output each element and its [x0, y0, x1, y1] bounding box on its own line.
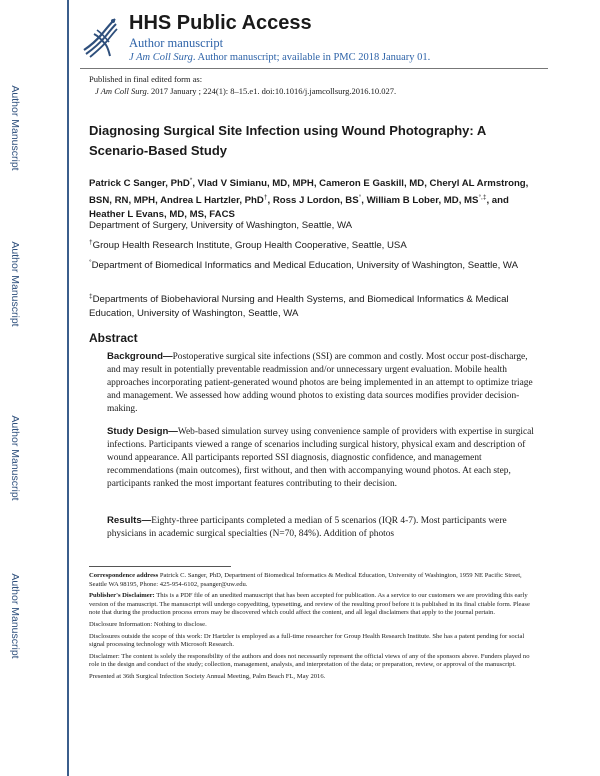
publisher-disclaimer: Publisher's Disclaimer: This is a PDF file of an unedited manuscript that has been accepted for publication. As a service to our customers we are providing this early version of the manuscript. The manuscript will undergo copyediting, typesetting, and review of the resulting proof before it is published in its final citable form. Please note that during the production process errors may be discovered which could affect the content, and all legal disclaimers that apply to the journal pertain. [89, 592, 530, 617]
left-margin-rule [67, 0, 69, 776]
paper-title: Diagnosing Surgical Site Infection using Wound Photography: A Scenario-Based Study [89, 123, 486, 158]
abstract-study-design: Study Design—Web-based simulation survey using convenience sample of providers with expertise in surgical infections. Participants viewed a range of scenarios including surgical history, physical exam and description of wound appearance. All participants reported SSI diagnosis, diagnostic confidence, and management recommendations (main outcomes), first without, and then with accompanying wound photos. At each step, participants ranked the most important features contributing to their decision. [107, 426, 534, 489]
disclosure-info: Disclosure Information: Nothing to disclose. [89, 620, 207, 628]
outside-disclosures: Disclosures outside the scope of this work: Dr Hartzler is employed as a full-time researcher for Group Health Research Institute. She has a patent pending for social signal processing technology with Microsoft Research. [89, 632, 525, 649]
author-list: Patrick C Sanger, PhD*, Vlad V Simianu, MD, MPH, Cameron E Gaskill, MD, Cheryl AL Armstrong, BSN, RN, MPH, Andrea L Hartzler, PhD†, Ross J Lordon, BS°, William B Lober, MD, MS°,‡, and Heather L Evans, MD, MS, FACS [89, 177, 529, 221]
hhs-eagle-logo-icon [80, 14, 120, 60]
side-label-author-manuscript: Author Manuscript [9, 415, 21, 501]
abstract-background: Background—Postoperative surgical site infections (SSI) are common and costly. Most occur post-discharge, and may result in potentially preventable readmission and/or unnecessary urgent evaluation. Mobile health approaches incorporating patient-generated wound photos are being implemented in an attempt to optimize triage and management. We assessed how adding wound photos to existing data sources modifies provider decision-making. [107, 351, 533, 414]
publication-info [89, 73, 396, 97]
footnote-divider [89, 566, 231, 567]
side-label-author-manuscript: Author Manuscript [9, 241, 21, 327]
affiliation: †Group Health Research Institute, Group Health Cooperative, Seattle, USA [89, 239, 407, 252]
correspondence-note: Correspondence address Patrick C. Sanger, PhD, Department of Biomedical Informatics & Medical Education, University of Washington, 1959 NE Pacific Street, Seattle WA 98195, Phone: 425-954-6102, psanger@uw.edu. [89, 572, 522, 588]
affiliation: ‡Departments of Biobehavioral Nursing and Health Systems, and Biomedical Informatics & Medical Education, University of Washington, Seattle, WA [89, 293, 509, 320]
hhs-title: HHS Public Access [129, 12, 312, 34]
hhs-header [129, 12, 430, 65]
availability-line: J Am Coll Surg. Author manuscript; available in PMC 2018 January 01. [129, 52, 431, 63]
funders-disclaimer: Disclaimer: The content is solely the responsibility of the authors and does not necessarily represent the official views of any of the sponsors above. Funders played no role in the design and conduct of the study; collection, management, analysis, and interpretation of the data; or preparation, review, or approval of the manuscript. [89, 652, 530, 669]
abstract-heading: Abstract [89, 331, 138, 345]
abstract-results: Results—Eighty-three participants completed a median of 5 scenarios (IQR 4-7). Most participants were physicians in academic surgical specialties (N=70, 84%). Addition of photos [107, 515, 507, 539]
affiliation: Department of Surgery, University of Washington, Seattle, WA [89, 220, 353, 232]
side-label-author-manuscript: Author Manuscript [9, 573, 21, 659]
affiliation: °Department of Biomedical Informatics and Medical Education, University of Washington, Seattle, WA [89, 259, 519, 272]
side-label-author-manuscript: Author Manuscript [9, 85, 21, 171]
published-label: Published in final edited form as: [89, 74, 203, 84]
author-manuscript-subtitle: Author manuscript [129, 36, 224, 50]
header-divider [80, 68, 548, 69]
footnotes [89, 572, 539, 685]
citation: J Am Coll Surg. 2017 January ; 224(1): 8–15.e1. doi:10.1016/j.jamcollsurg.2016.10.027. [95, 86, 397, 96]
presentation-note: Presented at 36th Surgical Infection Society Annual Meeting, Palm Beach FL, May 2016. [89, 672, 326, 680]
